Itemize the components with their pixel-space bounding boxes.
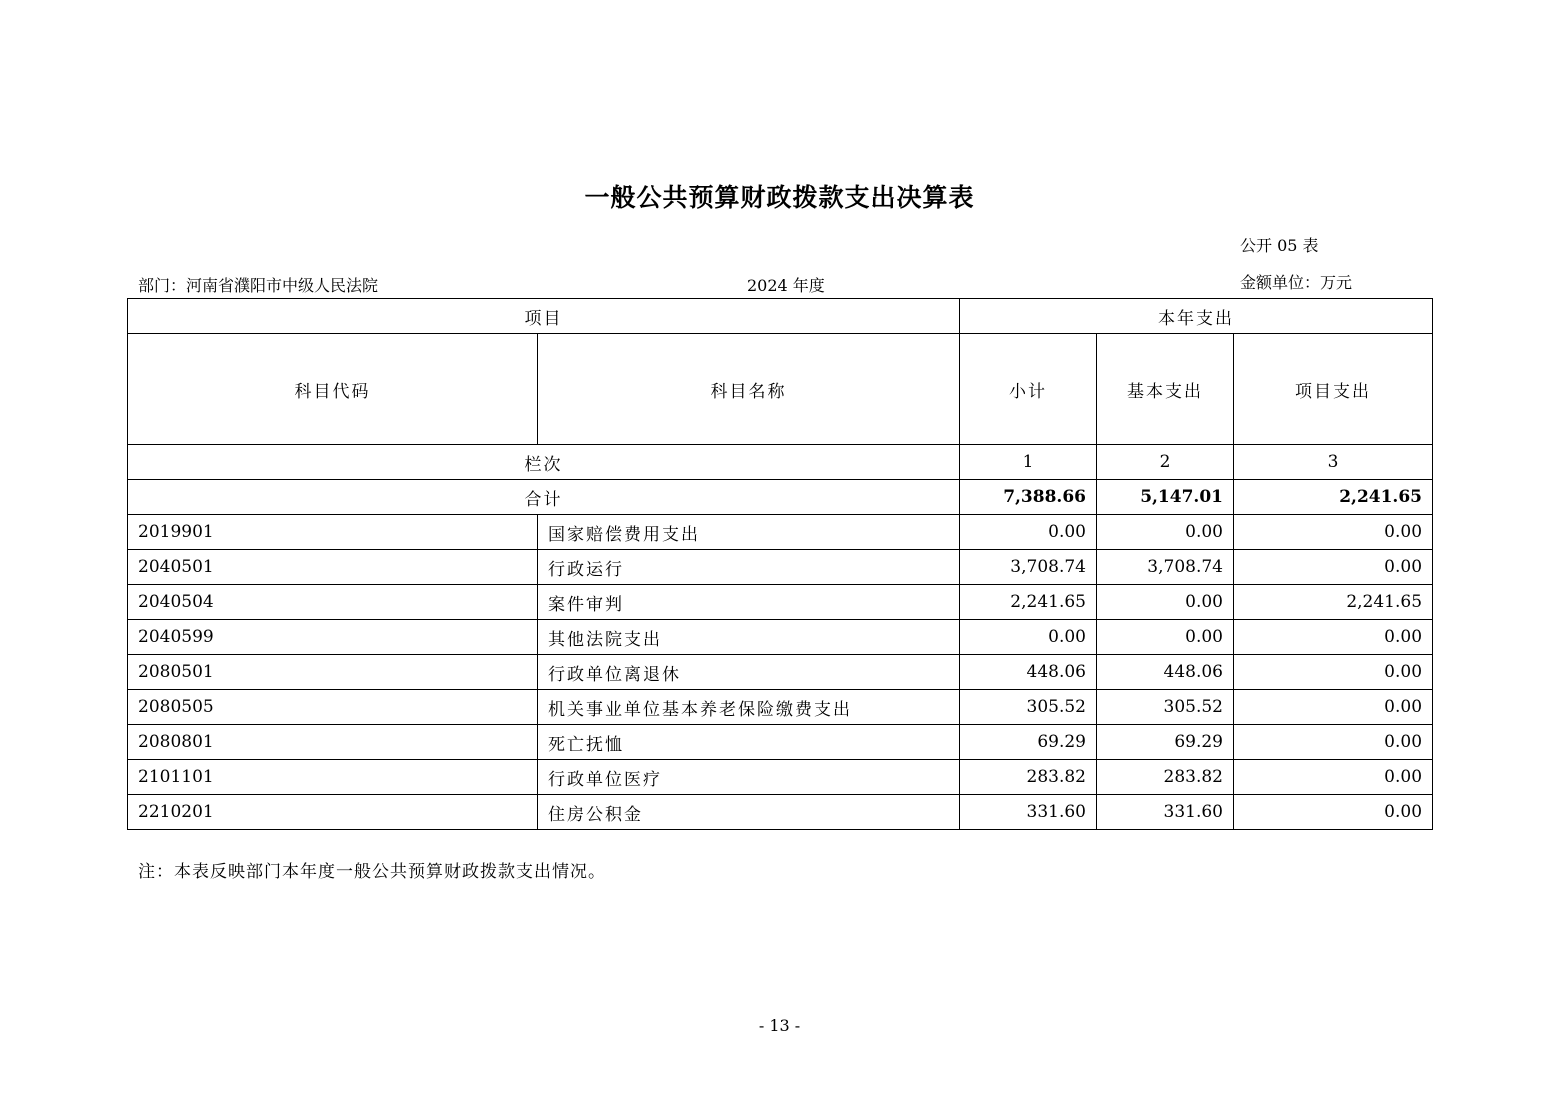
header-name: 科目名称 bbox=[538, 334, 960, 445]
row-subtotal: 283.82 bbox=[960, 760, 1097, 795]
table-row bbox=[128, 620, 1433, 655]
row-code: 2019901 bbox=[128, 515, 538, 550]
row-project: 0.00 bbox=[1234, 760, 1433, 795]
amount-unit-label: 金额单位：万元 bbox=[1240, 273, 1353, 292]
page-title: 一般公共预算财政拨款支出决算表 bbox=[584, 183, 975, 212]
header-code: 科目代码 bbox=[128, 334, 538, 445]
row-project: 0.00 bbox=[1234, 725, 1433, 760]
column-index-2: 2 bbox=[1097, 445, 1234, 480]
row-subtotal: 0.00 bbox=[960, 620, 1097, 655]
row-project: 0.00 bbox=[1234, 795, 1433, 830]
header-basic: 基本支出 bbox=[1097, 334, 1234, 445]
row-name: 其他法院支出 bbox=[538, 620, 960, 655]
table-row bbox=[128, 585, 1433, 620]
row-basic: 331.60 bbox=[1097, 795, 1234, 830]
row-name: 住房公积金 bbox=[538, 795, 960, 830]
row-code: 2040501 bbox=[128, 550, 538, 585]
row-code: 2080801 bbox=[128, 725, 538, 760]
header-current-year-expense: 本年支出 bbox=[960, 299, 1433, 334]
row-basic: 0.00 bbox=[1097, 585, 1234, 620]
row-basic: 3,708.74 bbox=[1097, 550, 1234, 585]
department-label: 部门：河南省濮阳市中级人民法院 bbox=[138, 276, 379, 295]
row-basic: 0.00 bbox=[1097, 620, 1234, 655]
row-subtotal: 3,708.74 bbox=[960, 550, 1097, 585]
row-subtotal: 0.00 bbox=[960, 515, 1097, 550]
row-name: 国家赔偿费用支出 bbox=[538, 515, 960, 550]
total-subtotal: 7,388.66 bbox=[960, 480, 1097, 515]
table-row bbox=[128, 515, 1433, 550]
header-subtotal: 小计 bbox=[960, 334, 1097, 445]
table-row bbox=[128, 760, 1433, 795]
form-number: 公开 05 表 bbox=[1240, 236, 1319, 255]
table-row bbox=[128, 725, 1433, 760]
row-basic: 0.00 bbox=[1097, 515, 1234, 550]
row-project: 0.00 bbox=[1234, 690, 1433, 725]
row-subtotal: 2,241.65 bbox=[960, 585, 1097, 620]
row-basic: 305.52 bbox=[1097, 690, 1234, 725]
fiscal-year-label: 2024 年度 bbox=[747, 276, 825, 295]
table-row bbox=[128, 690, 1433, 725]
row-code: 2040504 bbox=[128, 585, 538, 620]
row-name: 行政运行 bbox=[538, 550, 960, 585]
total-row bbox=[128, 480, 1433, 515]
row-project: 0.00 bbox=[1234, 550, 1433, 585]
header-item: 项目 bbox=[128, 299, 960, 334]
table-note: 注：本表反映部门本年度一般公共预算财政拨款支出情况。 bbox=[138, 862, 606, 882]
row-name: 案件审判 bbox=[538, 585, 960, 620]
column-index-1: 1 bbox=[960, 445, 1097, 480]
header-project: 项目支出 bbox=[1234, 334, 1433, 445]
row-code: 2080505 bbox=[128, 690, 538, 725]
total-project: 2,241.65 bbox=[1234, 480, 1433, 515]
row-subtotal: 448.06 bbox=[960, 655, 1097, 690]
row-subtotal: 305.52 bbox=[960, 690, 1097, 725]
table-row bbox=[128, 550, 1433, 585]
table-row bbox=[128, 795, 1433, 830]
row-basic: 448.06 bbox=[1097, 655, 1234, 690]
row-code: 2080501 bbox=[128, 655, 538, 690]
row-basic: 283.82 bbox=[1097, 760, 1234, 795]
page-number: - 13 - bbox=[758, 1016, 801, 1035]
row-name: 行政单位医疗 bbox=[538, 760, 960, 795]
total-basic: 5,147.01 bbox=[1097, 480, 1234, 515]
row-code: 2210201 bbox=[128, 795, 538, 830]
column-index-label: 栏次 bbox=[128, 445, 960, 480]
column-index-3: 3 bbox=[1234, 445, 1433, 480]
row-subtotal: 69.29 bbox=[960, 725, 1097, 760]
table-row bbox=[128, 655, 1433, 690]
expenditure-table bbox=[127, 298, 1433, 830]
total-label: 合计 bbox=[128, 480, 960, 515]
row-name: 机关事业单位基本养老保险缴费支出 bbox=[538, 690, 960, 725]
row-name: 行政单位离退休 bbox=[538, 655, 960, 690]
row-project: 0.00 bbox=[1234, 620, 1433, 655]
row-name: 死亡抚恤 bbox=[538, 725, 960, 760]
row-project: 0.00 bbox=[1234, 655, 1433, 690]
header-row-top bbox=[128, 299, 1433, 334]
row-basic: 69.29 bbox=[1097, 725, 1234, 760]
row-code: 2040599 bbox=[128, 620, 538, 655]
row-subtotal: 331.60 bbox=[960, 795, 1097, 830]
column-index-row bbox=[128, 445, 1433, 480]
header-row-columns bbox=[128, 334, 1433, 445]
row-project: 0.00 bbox=[1234, 515, 1433, 550]
row-project: 2,241.65 bbox=[1234, 585, 1433, 620]
row-code: 2101101 bbox=[128, 760, 538, 795]
